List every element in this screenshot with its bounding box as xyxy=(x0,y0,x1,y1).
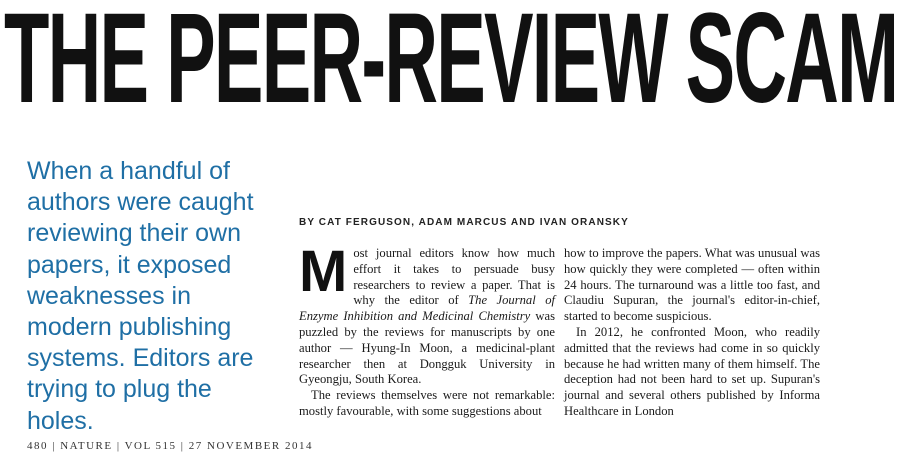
paragraph-2-continued: how to improve the papers. What was unusual was how quickly they were completed — often within 24 hours. The turnaround was a little too fast, and Claudiu Supuran, the journal's editor-in-chief, started to become suspicious. xyxy=(564,246,820,324)
body-column-1 xyxy=(299,239,556,431)
byline: BY CAT FERGUSON, ADAM MARCUS AND IVAN ORANSKY xyxy=(299,217,629,228)
paragraph-1 xyxy=(299,239,556,388)
page-folio: 480 | NATURE | VOL 515 | 27 NOVEMBER 2014 xyxy=(27,440,313,452)
paragraph-1-text-a: ost journal editors know how much effort it takes to persuade busy researchers to review a paper. That is why the editor of xyxy=(353,246,555,308)
headline: THE PEER-REVIEW SCAM xyxy=(4,0,897,130)
body-column-2 xyxy=(564,246,820,431)
paragraph-3: In 2012, he confronted Moon, who readily admitted that the reviews had come in so quickly because he had written many of them himself. The deception had not been hard to set up. Supuran's journal and several others published by Informa Healthcare in London xyxy=(564,324,820,418)
paragraph-1-text-b: was puzzled by the reviews for manuscripts by one author — Hyung-In Moon, a medicinal-plant researcher then at Dongguk University in Gyeongju, South Korea. xyxy=(299,309,556,387)
standfirst: When a handful of authors were caught reviewing their own papers, it exposed weaknesses in modern publishing systems. Editors are trying to plug the holes. xyxy=(27,157,254,435)
paragraph-2: The reviews themselves were not remarkable: mostly favourable, with some suggestions about xyxy=(299,388,555,418)
journal-title: The Journal of Enzyme Inhibition and Medicinal Chemistry xyxy=(299,293,555,324)
drop-cap: M xyxy=(299,239,348,304)
